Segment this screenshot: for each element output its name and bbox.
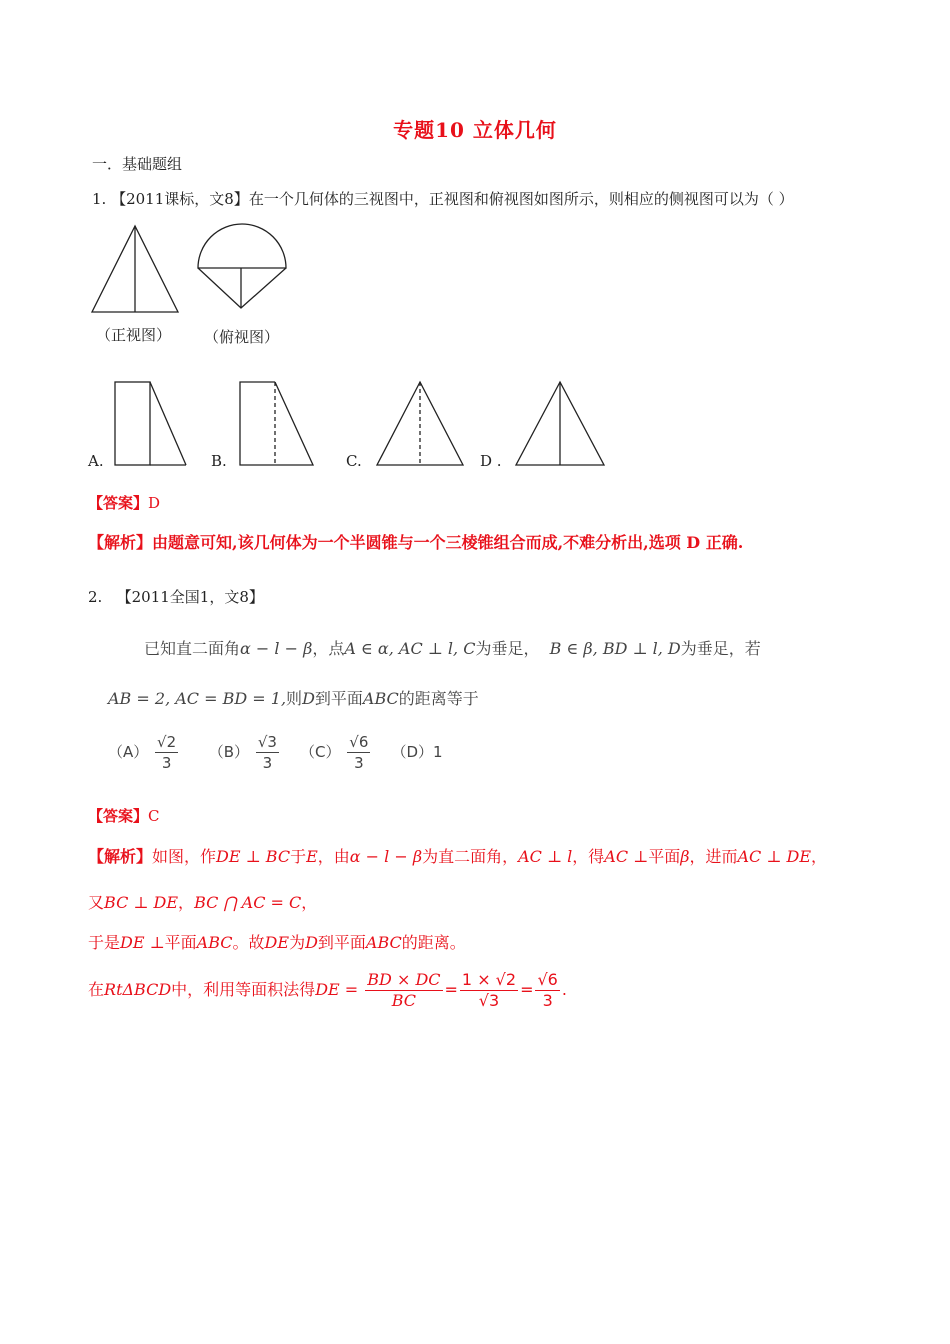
math: AB = 2, AC = BD = 1, [108,689,287,708]
choice-a-value [155,732,178,773]
analysis-text: 由题意可知,该几何体为一个半圆锥与一个三棱锥组合而成,不难分析出,选项 D 正确. [152,533,744,552]
numerator: √6 [537,970,558,989]
text: 平面 [648,847,681,866]
equals: = [444,980,458,999]
fraction-3 [535,970,559,1011]
answer-value: C [148,807,160,825]
option-d-figure [515,381,607,467]
text: 如图，作 [152,847,217,866]
top-view-caption: （俯视图） [204,328,280,346]
answer-label: 【答案】 [88,494,149,512]
choice-d-value: 1 [433,743,443,761]
option-b-label: B. [211,452,227,470]
text: 又 [88,893,105,912]
math: RtΔBCD [104,980,172,999]
numerator: 1 × √2 [461,970,517,989]
text: 则 [286,689,303,708]
answer-value: D [148,494,161,512]
text: 到平面 [317,933,366,952]
front-view-figure [90,224,182,314]
fraction-1 [365,970,442,1011]
q1-number: 1. [92,190,107,208]
numerator: √6 [349,733,369,751]
math: BC ⊥ DE [104,893,179,912]
choice-b-label: （B） [208,743,250,761]
text: 平面 [164,933,197,952]
q1-analysis [88,530,743,553]
page-title: 专题10 立体几何 [393,118,557,142]
q1-source: 【2011课标，文8】 [111,190,249,208]
math: A ∈ α, AC ⊥ l, C [344,639,476,658]
math: AC ⊥ l [518,847,573,866]
text: ，由 [317,847,350,866]
denominator: 3 [354,754,364,772]
equals: = [520,980,534,999]
math: ABC [362,689,399,708]
q2-choices [108,732,443,773]
q2-analysis-line1 [88,844,827,867]
denominator: 3 [262,754,273,772]
math: D [302,689,315,708]
option-a-figure [114,381,188,467]
top-view-figure [196,222,288,312]
math: E [306,847,318,866]
front-view-caption: （正视图） [96,326,172,344]
answer-label: 【答案】 [88,807,149,825]
q1-answer [88,492,160,513]
math: β [680,847,690,866]
analysis-label: 【解析】 [88,847,153,866]
q2-header [88,586,264,607]
text: 于 [290,847,307,866]
choice-c-label: （C） [300,743,341,761]
text: 的距离。 [401,933,466,952]
choice-b-value [256,732,279,773]
option-d-label: D . [480,452,502,470]
text: 已知直二面角 [144,639,241,658]
q2-stem-line1 [144,636,761,659]
math: α − l − β [240,639,313,658]
q2-source: 【2011全国1，文8】 [116,588,264,606]
q1-stem [92,188,794,209]
math: DE ⊥ [120,933,165,952]
option-b-figure [239,381,315,467]
text: 到平面 [314,689,363,708]
denominator: 3 [161,754,172,772]
period: . [561,980,567,999]
text: ，得 [572,847,605,866]
option-a-label: A. [88,452,104,470]
math: D [305,933,318,952]
text: ， [301,893,318,912]
text: 在 [88,980,105,999]
text: 为 [289,933,306,952]
fraction-2 [460,970,518,1011]
text: 的距离等于 [398,689,479,708]
math: DE ⊥ BC [216,847,291,866]
math: B ∈ β, BD ⊥ l, D [549,639,681,658]
q2-analysis-line2 [88,890,317,913]
q1-text: 在一个几何体的三视图中，正视图和俯视图如图所示，则相应的侧视图可以为（ ） [248,190,794,208]
denominator: 3 [542,991,553,1010]
q2-answer [88,805,160,826]
choice-d-label: （D） [391,743,434,761]
text: 为垂足， [475,639,540,658]
math: α − l − β [349,847,423,866]
text: 。故 [232,933,265,952]
math: ABC [365,933,402,952]
analysis-label: 【解析】 [88,533,153,552]
option-c-figure [376,381,466,467]
text: ，点 [312,639,345,658]
math: DE = [315,980,359,999]
section-heading: 一．基础题组 [92,155,183,173]
denominator: √3 [478,991,500,1010]
math: AC ⊥ DE [737,847,812,866]
math: ABC [196,933,233,952]
math: AC ⊥ [604,847,649,866]
q2-stem-line2 [108,686,479,709]
text: 为直二面角， [422,847,519,866]
q2-number: 2. [88,588,103,606]
text: ，进而 [689,847,738,866]
denominator: BC [391,991,417,1010]
numerator: √2 [157,733,177,751]
text: 于是 [88,933,121,952]
q2-analysis-line3 [88,930,466,953]
choice-c-value [347,732,370,773]
text: ， [811,847,828,866]
text: 为垂足，若 [680,639,761,658]
math: BC ⋂ AC = C [194,893,302,912]
numerator: √3 [257,733,277,751]
option-c-label: C. [346,452,362,470]
math: DE [264,933,290,952]
numerator: BD × DC [367,970,441,989]
choice-a-label: （A） [108,743,149,761]
text: 中，利用等面积法得 [171,980,316,999]
q2-analysis-line4 [88,970,567,1011]
text: ， [178,893,195,912]
